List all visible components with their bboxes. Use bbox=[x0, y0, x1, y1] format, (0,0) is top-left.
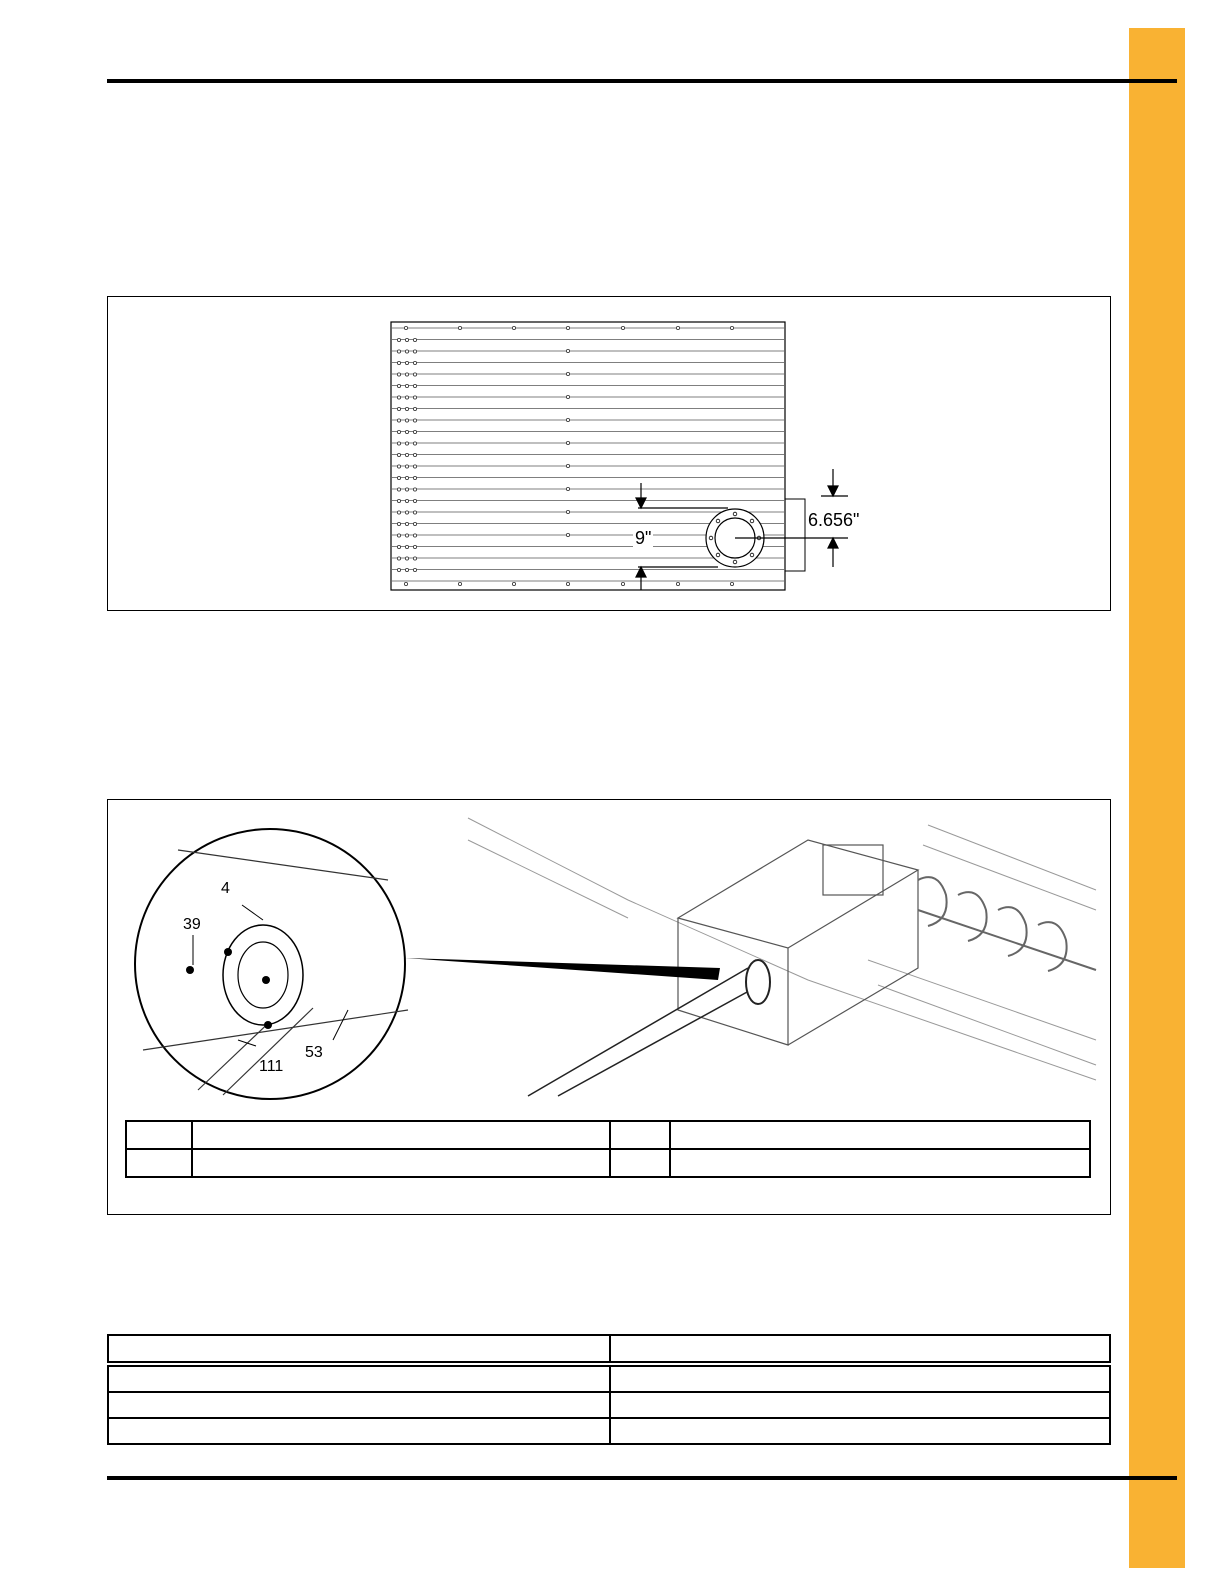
parts-table bbox=[125, 1120, 1091, 1178]
callout-39: 39 bbox=[183, 916, 201, 933]
table-cell bbox=[670, 1121, 1090, 1149]
table-cell bbox=[610, 1149, 670, 1177]
table-header-cell bbox=[108, 1335, 610, 1364]
table-cell bbox=[610, 1392, 1110, 1418]
footer-rule bbox=[107, 1476, 1177, 1480]
callout-53: 53 bbox=[305, 1044, 323, 1061]
table-cell bbox=[610, 1418, 1110, 1444]
table-cell bbox=[610, 1121, 670, 1149]
table-row bbox=[126, 1149, 1090, 1177]
table-header-cell bbox=[610, 1335, 1110, 1364]
table-cell bbox=[108, 1364, 610, 1392]
table-row bbox=[108, 1364, 1110, 1392]
table-row bbox=[108, 1418, 1110, 1444]
auger-flighting bbox=[918, 877, 1096, 971]
tube-flange bbox=[746, 960, 770, 1004]
dimension-label-vertical: 6.656" bbox=[808, 510, 860, 530]
table-cell bbox=[192, 1149, 610, 1177]
figure-tube-install bbox=[107, 799, 1111, 1215]
table-cell bbox=[108, 1418, 610, 1444]
assembly-drawing bbox=[108, 800, 1110, 1100]
table-cell bbox=[670, 1149, 1090, 1177]
tube bbox=[528, 968, 758, 1096]
table-cell bbox=[126, 1149, 192, 1177]
table-cell bbox=[192, 1121, 610, 1149]
callout-4: 4 bbox=[221, 880, 230, 897]
table-row bbox=[126, 1121, 1090, 1149]
table-cell bbox=[610, 1364, 1110, 1392]
spec-table bbox=[107, 1334, 1111, 1445]
hopper-box bbox=[678, 840, 918, 1045]
trough-outline bbox=[468, 818, 1096, 1080]
detail-leader bbox=[405, 958, 720, 980]
table-row bbox=[108, 1392, 1110, 1418]
header-rule bbox=[107, 79, 1177, 83]
dimension-label-horizontal: 9" bbox=[635, 528, 652, 548]
table-cell bbox=[126, 1121, 192, 1149]
table-header-row bbox=[108, 1335, 1110, 1364]
floor-drawing bbox=[108, 297, 1110, 610]
chapter-side-tab bbox=[1129, 28, 1185, 1568]
figure-floor-layout bbox=[107, 296, 1111, 611]
callout-111: 111 bbox=[259, 1058, 284, 1075]
table-cell bbox=[108, 1392, 610, 1418]
